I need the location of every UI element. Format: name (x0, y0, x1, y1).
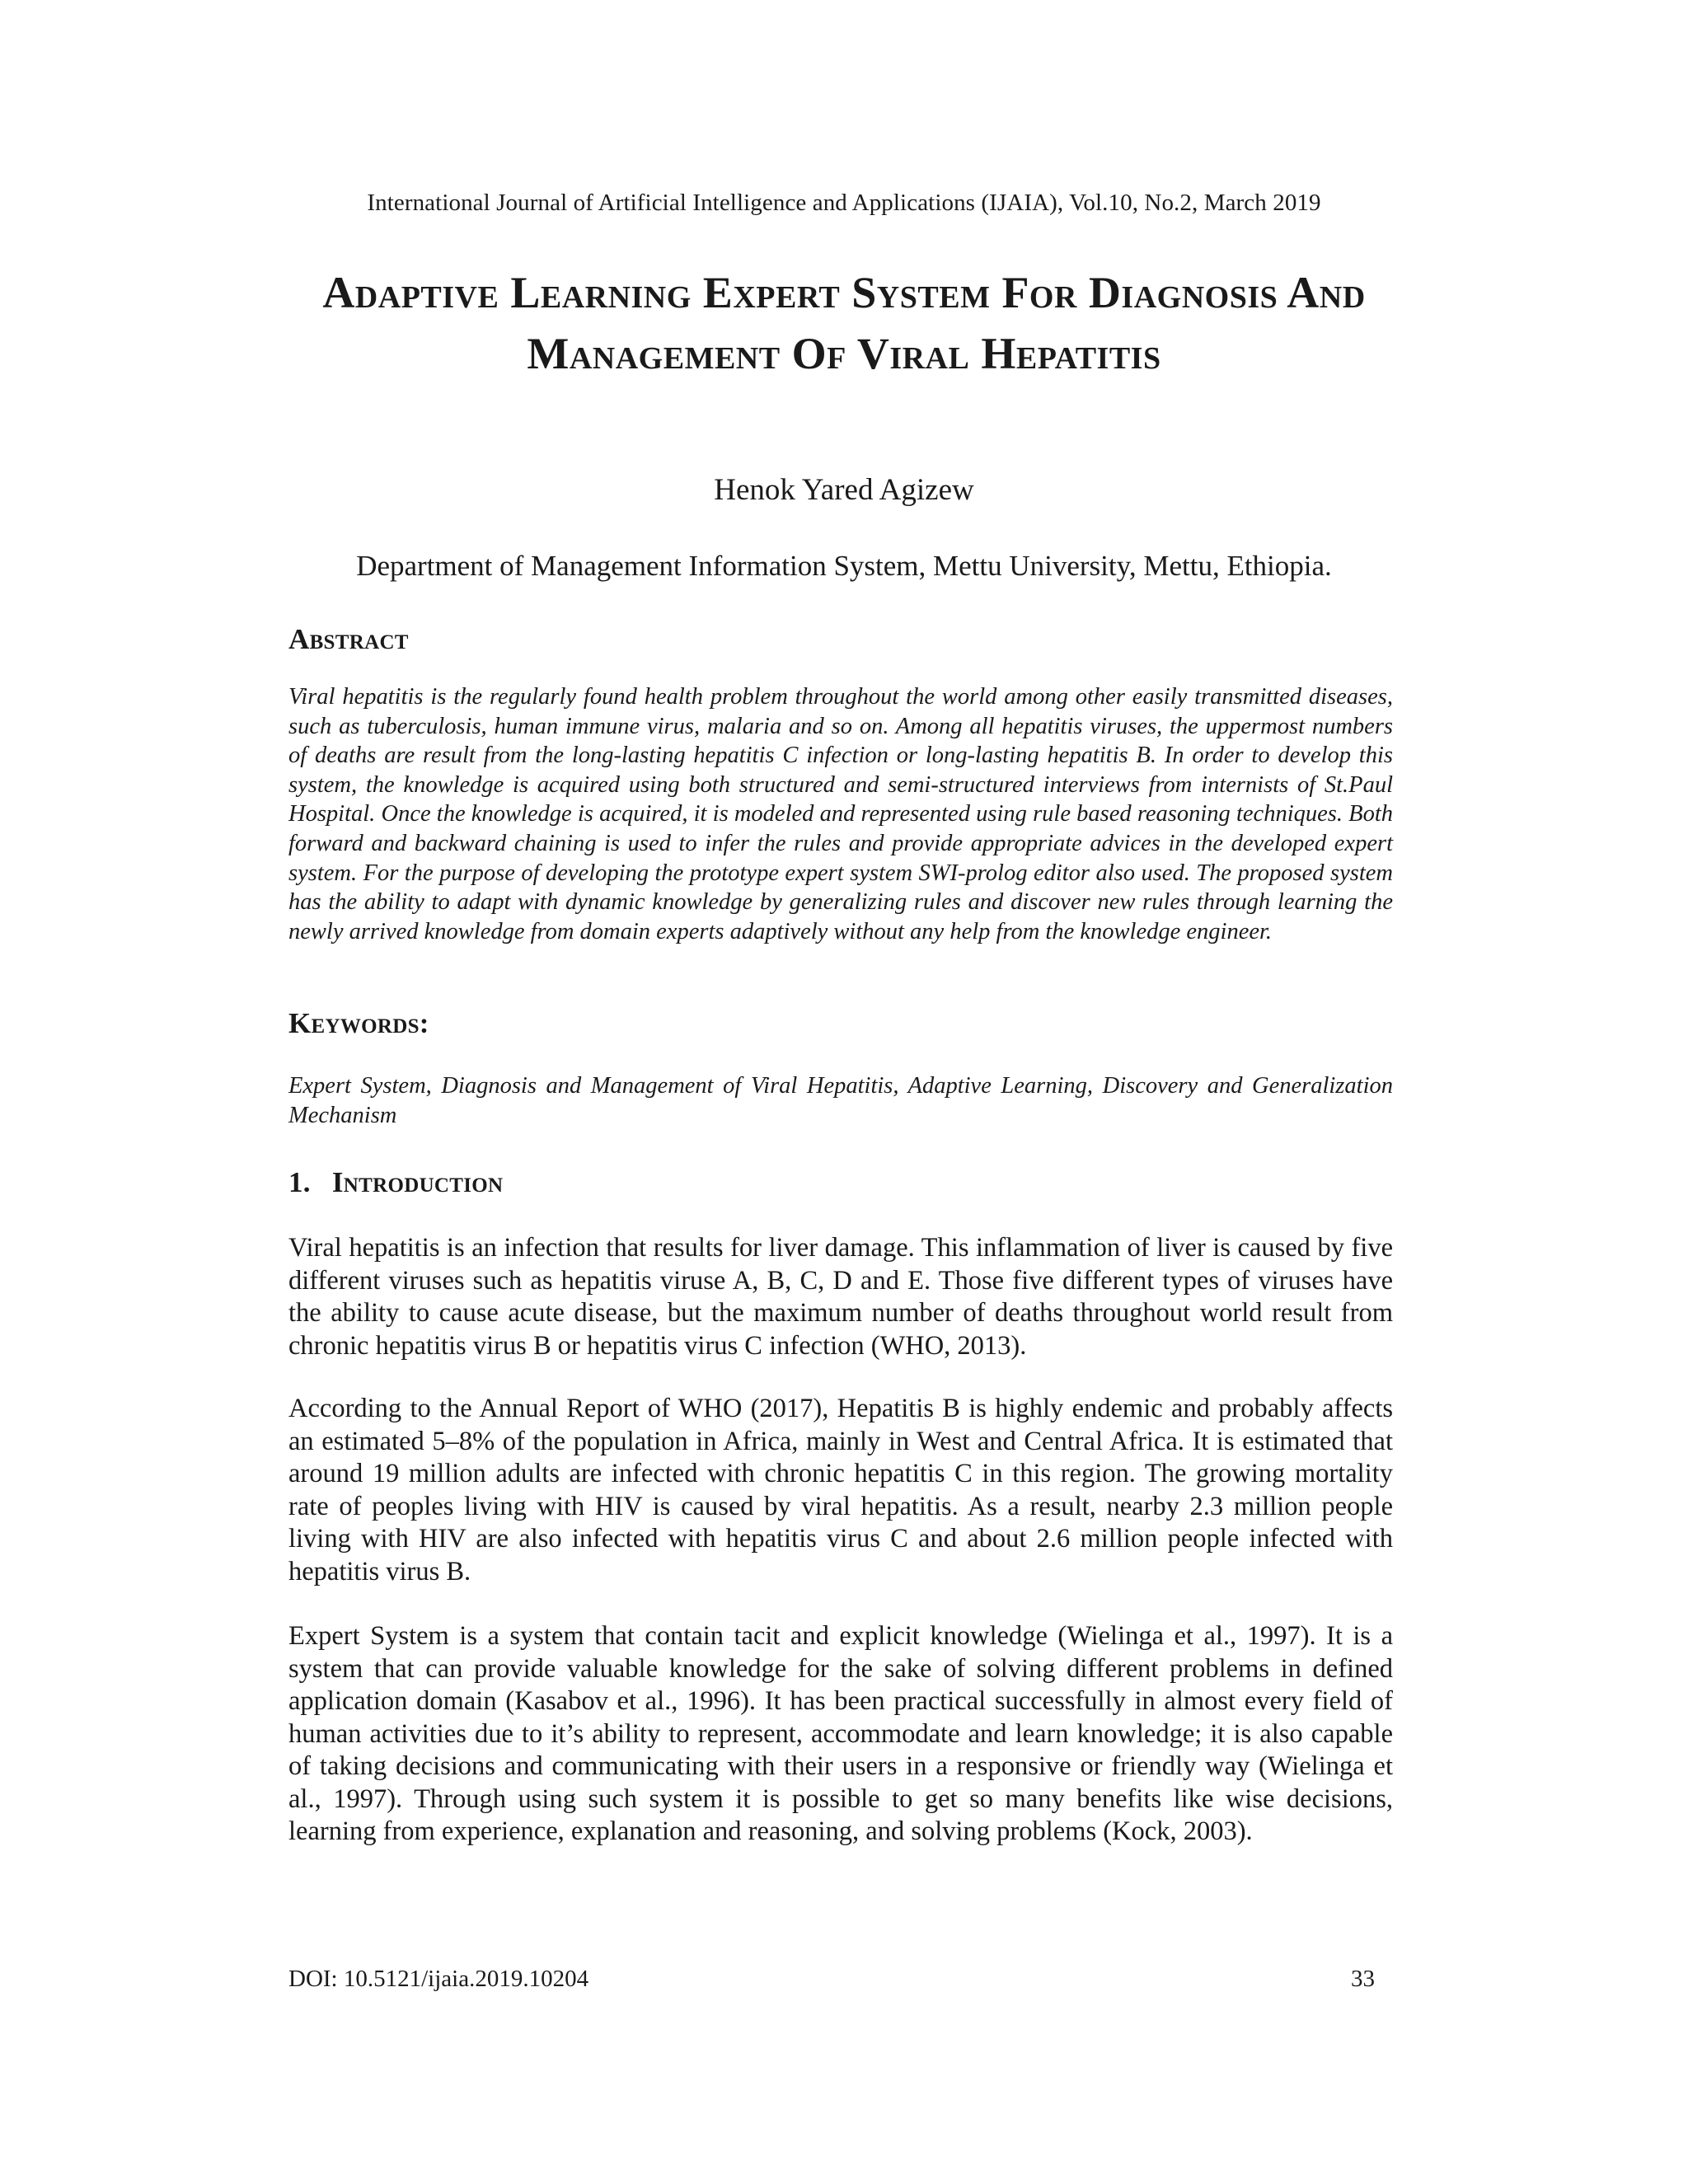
author-affiliation: Department of Management Information System, Mettu University, Mettu, Ethiopia. (356, 550, 1332, 582)
intro-paragraph: Viral hepatitis is an infection that results for liver damage. This inflammation of liver is caused by five different viruses such as hepatitis viruse A, B, C, D and E. Those five different types of viruses have the ability to cause acute disease, but the maximum number of deaths throughout world result from chronic hepatitis virus B or hepatitis virus C infection (WHO, 2013). (288, 1233, 1393, 1361)
section-number: 1. (288, 1166, 311, 1198)
section-title: Introduction (331, 1166, 504, 1198)
abstract-text: Viral hepatitis is the regularly found health problem throughout the world among other easily transmitted diseases, such as tuberculosis, human immune virus, malaria and so on. Among all hepatitis viruses, the uppermost numbers of deaths are result from the long-lasting hepatitis C infection or long-lasting hepatitis B. In order to develop this system, the knowledge is acquired using both structured and semi-structured interviews from internists of St.Paul Hospital. Once the knowledge is acquired, it is modeled and represented using rule based reasoning techniques. Both forward and backward chaining is used to infer the rules and provide appropriate advices in the developed expert system. For the purpose of developing the prototype expert system SWI-prolog editor also used. The proposed system has the ability to adapt with dynamic knowledge by generalizing rules and discover new rules through learning the newly arrived knowledge from domain experts adaptively without any help from the knowledge engineer. (288, 684, 1393, 944)
intro-paragraph: According to the Annual Report of WHO (2017), Hepatitis B is highly endemic and probably affects an estimated 5–8% of the population in Africa, mainly in West and Central Africa. It is estimated that around 19 million adults are infected with chronic hepatitis C in this region. The growing mortality rate of peoples living with HIV is caused by viral hepatitis. As a result, nearby 2.3 million people living with HIV are also infected with hepatitis virus C and about 2.6 million people infected with hepatitis virus B. (288, 1394, 1393, 1586)
keywords-text: Expert System, Diagnosis and Management of Viral Hepatitis, Adaptive Learning, Discovery and Generalization Mechanism (288, 1073, 1393, 1128)
introduction-heading (288, 1166, 503, 1199)
intro-paragraph: Expert System is a system that contain tacit and explicit knowledge (Wielinga et al., 1997). It is a system that can provide valuable knowledge for the sake of solving different problems in defined application domain (Kasabov et al., 1996). It has been practical successfully in almost every field of human activities due to it’s ability to represent, accommodate and learn knowledge; it is also capable of taking decisions and communicating with their users in a responsive or friendly way (Wielinga et al., 1997). Through using such system it is possible to get so many benefits like wise decisions, learning from experience, explanation and reasoning, and solving problems (Kock, 2003). (288, 1621, 1393, 1846)
author-name: Henok Yared Agizew (714, 473, 974, 507)
page-number: 33 (1351, 1966, 1375, 1992)
journal-running-header: International Journal of Artificial Intelligence and Applications (IJAIA), Vol.10, No.2, March 2019 (367, 190, 1321, 216)
doi-footer: DOI: 10.5121/ijaia.2019.10204 (288, 1966, 589, 1992)
paper-title: Adaptive Learning Expert System For Diagnosis And Management Of Viral Hepatitis (322, 268, 1366, 378)
keywords-heading: Keywords: (288, 1007, 429, 1039)
abstract-heading: Abstract (288, 623, 409, 655)
